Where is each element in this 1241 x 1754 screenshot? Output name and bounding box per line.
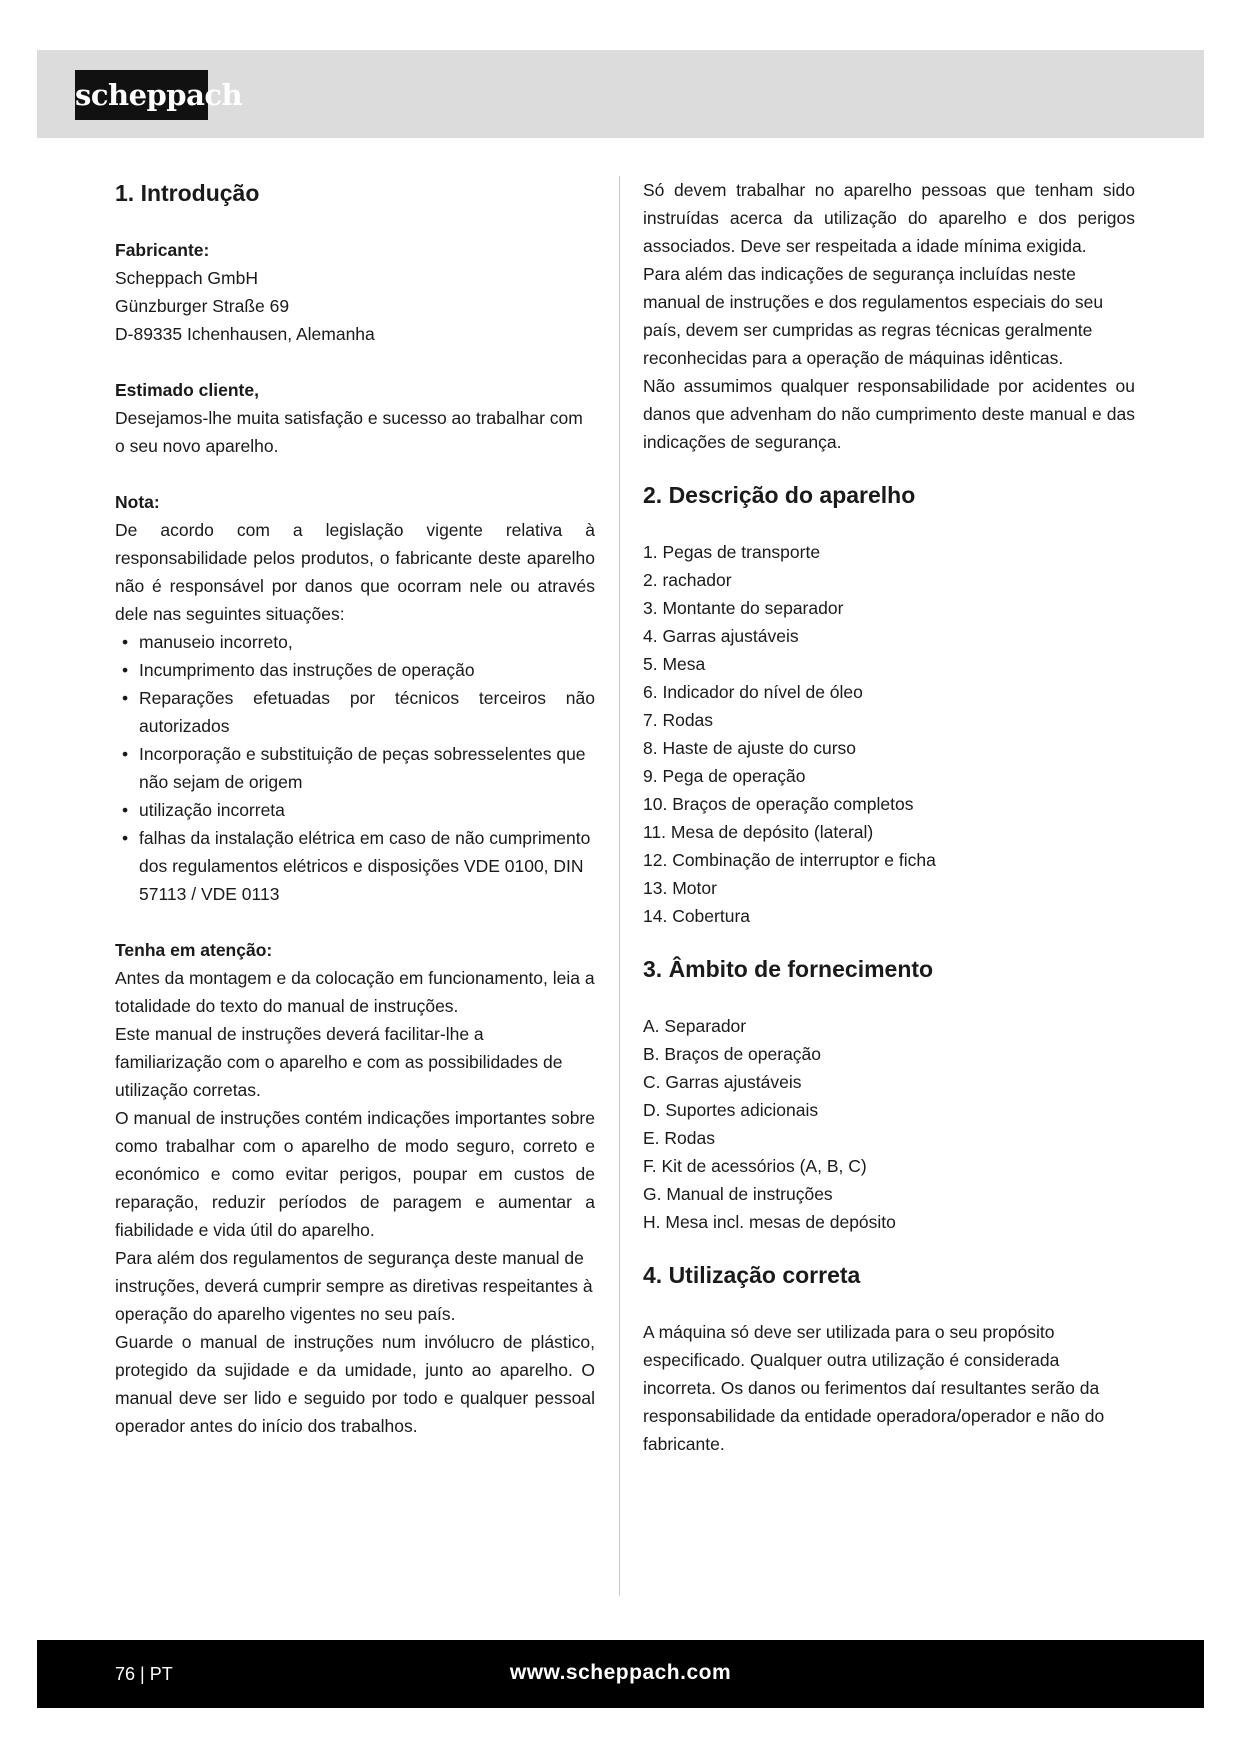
parts-list-item: 12. Combinação de interruptor e ficha xyxy=(643,850,936,870)
parts-list-item: 14. Cobertura xyxy=(643,906,751,926)
note-list xyxy=(115,628,595,908)
scheppach-logo: scheppach xyxy=(75,70,208,120)
footer-bar xyxy=(37,1640,1204,1708)
delivery-list-item: B. Braços de operação xyxy=(643,1044,822,1064)
parts-list-item: 13. Motor xyxy=(643,878,717,898)
parts-list-item: 6. Indicador do nível de óleo xyxy=(643,682,863,702)
attention-paragraph: Para além dos regulamentos de segurança deste manual de instruções, deverá cumprir sempre as diretivas respeitantes à operação do aparelho vigentes no seu país. xyxy=(115,1248,593,1324)
note-list-item: • falhas da instalação elétrica em caso de não cumprimento dos regulamentos elétricos e disposições VDE 0100, DIN 57113 / VDE 0113 xyxy=(115,824,595,908)
intro-paragraph: Para além das indicações de segurança incluídas neste manual de instruções e dos regulamentos especiais do seu país, devem ser cumpridas as regras técnicas geralmente reconhecidas para a operação de máquinas idênticas. xyxy=(643,264,1104,368)
note-label: Nota: xyxy=(115,492,160,512)
delivery-list-item: E. Rodas xyxy=(643,1128,715,1148)
delivery-list-item: G. Manual de instruções xyxy=(643,1184,833,1204)
delivery-list xyxy=(643,1012,1135,1236)
attention-label: Tenha em atenção: xyxy=(115,940,273,960)
left-column xyxy=(115,176,595,1440)
manufacturer-line: Günzburger Straße 69 xyxy=(115,296,290,316)
parts-list-item: 9. Pega de operação xyxy=(643,766,806,786)
intro-paragraph: Só devem trabalhar no aparelho pessoas que tenham sido instruídas acerca da utilização do aparelho e dos perigos associados. Deve ser respeitada a idade mínima exigida. xyxy=(643,180,1135,256)
delivery-list-item: D. Suportes adicionais xyxy=(643,1100,819,1120)
intended-use-text: A máquina só deve ser utilizada para o seu propósito especificado. Qualquer outra utilização é considerada incorreta. Os danos ou ferimentos daí resultantes serão da responsabilidade da entidade operadora/operador e não do fabricante. xyxy=(643,1322,1105,1454)
parts-list-item: 3. Montante do separador xyxy=(643,598,844,618)
delivery-list-item: H. Mesa incl. mesas de depósito xyxy=(643,1212,896,1232)
section-title-description: 2. Descrição do aparelho xyxy=(643,482,916,508)
right-column xyxy=(643,176,1135,1458)
intro-paragraph: Não assumimos qualquer responsabilidade por acidentes ou danos que advenham do não cumprimento deste manual e das indicações de segurança. xyxy=(643,376,1135,452)
page-number: 76 | PT xyxy=(115,1664,173,1684)
column-divider xyxy=(619,176,620,1596)
parts-list xyxy=(643,538,1135,930)
dear-customer-label: Estimado cliente, xyxy=(115,380,259,400)
section-title-scope-of-delivery: 3. Âmbito de fornecimento xyxy=(643,956,934,982)
attention-paragraph: Guarde o manual de instruções num invólucro de plástico, protegido da sujidade e da umidade, junto ao aparelho. O manual deve ser lido e seguido por todo e qualquer pessoal operador antes do início dos trabalhos. xyxy=(115,1332,595,1436)
parts-list-item: 4. Garras ajustáveis xyxy=(643,626,799,646)
attention-paragraph: Este manual de instruções deverá facilitar-lhe a familiarização com o aparelho e com as possibilidades de utilização corretas. xyxy=(115,1024,563,1100)
manufacturer-line: D-89335 Ichenhausen, Alemanha xyxy=(115,324,375,344)
website-link[interactable]: www.scheppach.com xyxy=(509,1661,732,1684)
dear-customer-text: Desejamos-lhe muita satisfação e sucesso ao trabalhar com o seu novo aparelho. xyxy=(115,408,583,456)
parts-list-item: 11. Mesa de depósito (lateral) xyxy=(643,822,874,842)
delivery-list-item: C. Garras ajustáveis xyxy=(643,1072,802,1092)
manufacturer-line: Scheppach GmbH xyxy=(115,268,258,288)
delivery-list-item: A. Separador xyxy=(643,1016,747,1036)
delivery-list-item: F. Kit de acessórios (A, B, C) xyxy=(643,1156,867,1176)
parts-list-item: 5. Mesa xyxy=(643,654,706,674)
parts-list-item: 8. Haste de ajuste do curso xyxy=(643,738,857,758)
note-list-item: • Incorporação e substituição de peças sobresselentes que não sejam de origem xyxy=(115,740,595,796)
parts-list-item: 2. rachador xyxy=(643,570,732,590)
note-text: De acordo com a legislação vigente relativa à responsabilidade pelos produtos, o fabricante deste aparelho não é responsável por danos que ocorram nele ou através dele nas seguintes situações: xyxy=(115,520,595,624)
section-title-introduction: 1. Introdução xyxy=(115,180,260,206)
parts-list-item: 7. Rodas xyxy=(643,710,714,730)
attention-paragraph: O manual de instruções contém indicações importantes sobre como trabalhar com o aparelho de modo seguro, correto e económico e como evitar perigos, poupar em custos de reparação, reduzir períodos de paragem e aumentar a fiabilidade e vida útil do aparelho. xyxy=(115,1108,595,1240)
note-list-item: • utilização incorreta xyxy=(115,796,595,824)
note-list-item: • Incumprimento das instruções de operação xyxy=(115,656,595,684)
note-list-item: • manuseio incorreto, xyxy=(115,628,595,656)
note-list-item: • Reparações efetuadas por técnicos terceiros não autorizados xyxy=(115,684,595,740)
parts-list-item: 1. Pegas de transporte xyxy=(643,542,821,562)
parts-list-item: 10. Braços de operação completos xyxy=(643,794,914,814)
section-title-intended-use: 4. Utilização correta xyxy=(643,1262,861,1288)
manufacturer-label: Fabricante: xyxy=(115,240,210,260)
attention-paragraph: Antes da montagem e da colocação em funcionamento, leia a totalidade do texto do manual de instruções. xyxy=(115,968,595,1016)
